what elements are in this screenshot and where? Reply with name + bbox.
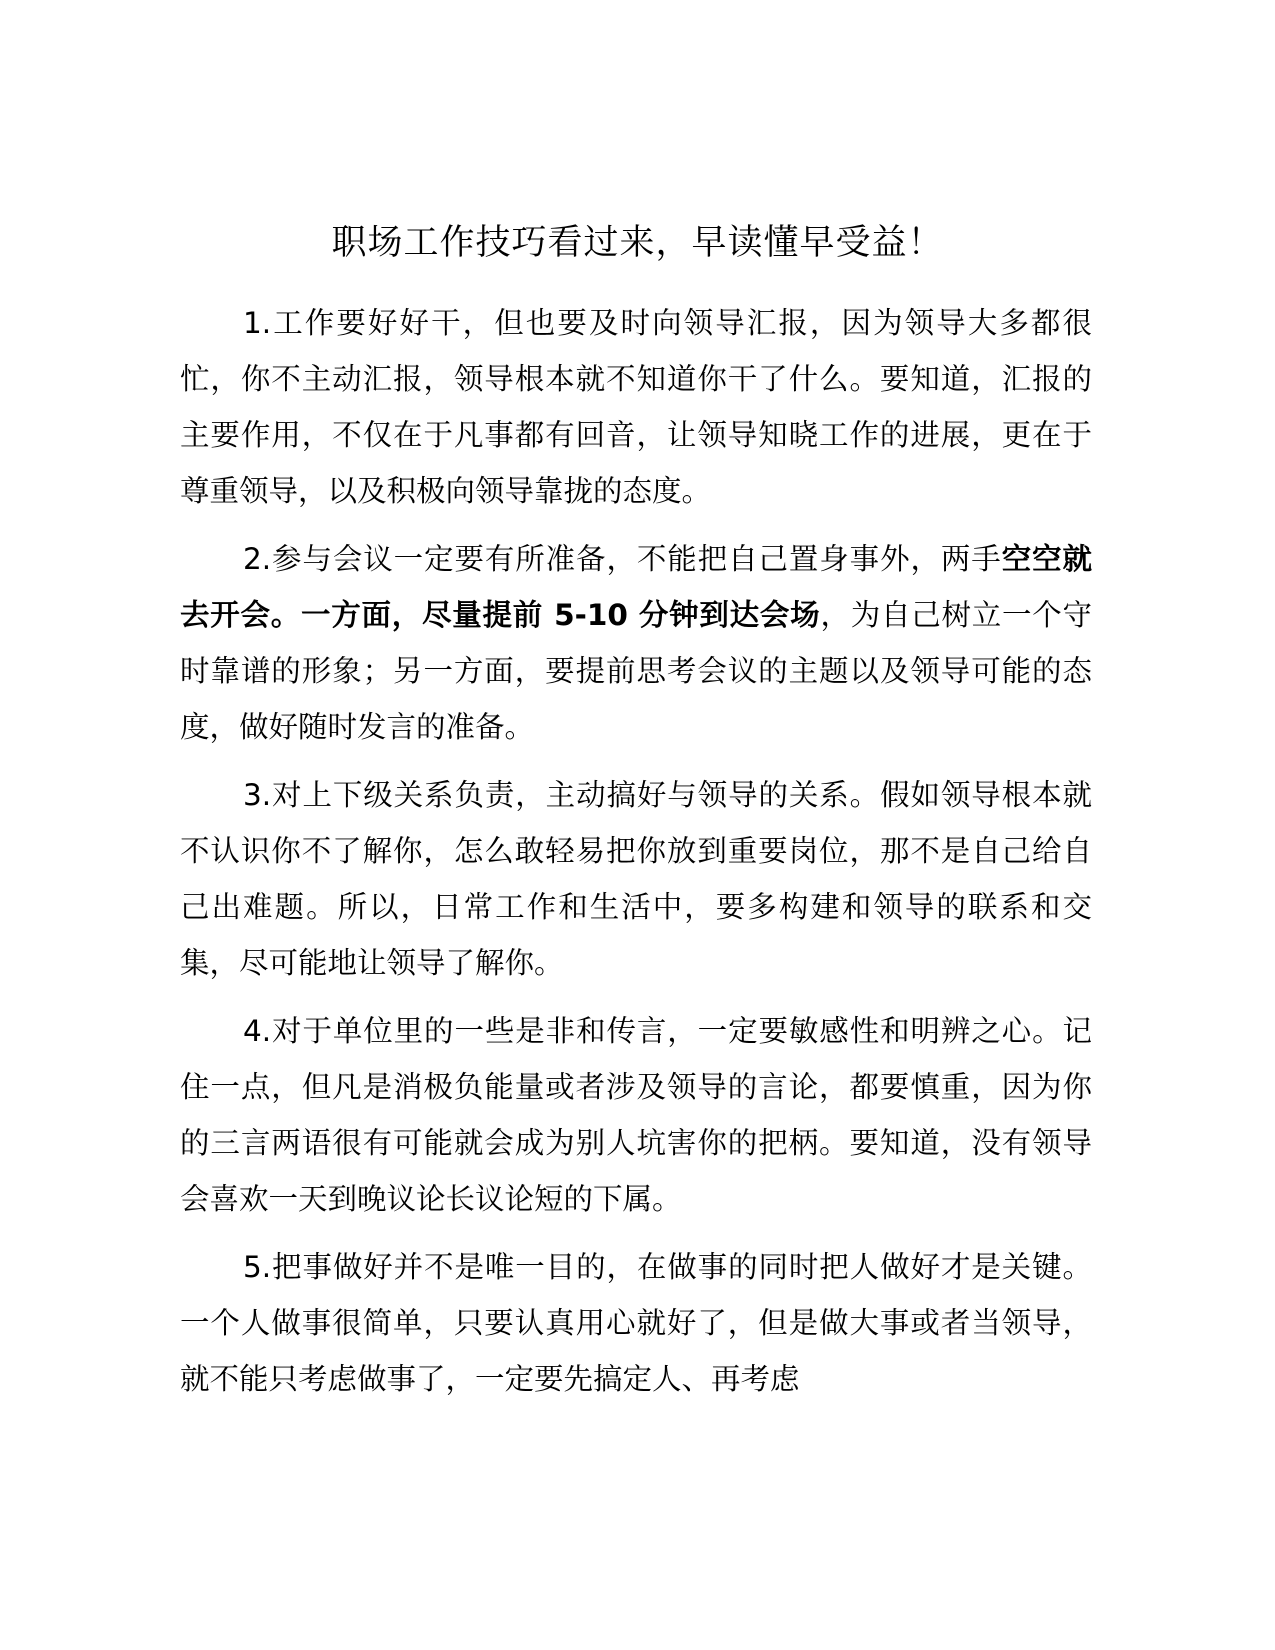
paragraph-4: 4.对于单位里的一些是非和传言，一定要敏感性和明辨之心。记住一点，但凡是消极负能量或者涉及领导的言论，都要慎重，因为你的三言两语很有可能就会成为别人坑害你的把柄。要知道，没有领导会喜欢一天到晚议论长议论短的下属。 (180, 1014, 1092, 1216)
paragraph-2 (180, 531, 1092, 755)
document-title: 职场工作技巧看过来，早读懂早受益！ (331, 223, 944, 263)
paragraph-5: 5.把事做好并不是唯一目的，在做事的同时把人做好才是关键。一个人做事很简单，只要认真用心就好了，但是做大事或者当领导，就不能只考虑做事了，一定要先搞定人、再考虑 (180, 1250, 1092, 1396)
paragraph-2-part-a: 2.参与会议一定要有所准备，不能把自己置身事外，两手 (243, 542, 1002, 576)
paragraph-3: 3.对上下级关系负责，主动搞好与领导的关系。假如领导根本就不认识你不了解你，怎么敢轻易把你放到重要岗位，那不是自己给自己出难题。所以，日常工作和生活中，要多构建和领导的联系和交集，尽可能地让领导了解你。 (180, 778, 1092, 980)
document-body (180, 295, 1092, 1419)
paragraph-2-part-c: ，为自己树立一个守时靠谱的形象；另一方面，要提前思考会议的主题以及领导可能的态度，做好随时发言的准备。 (180, 598, 1092, 744)
paragraph-2-bold-part: 空空就去开会。一方面，尽量提前 5-10 分钟到达会场 (180, 542, 1092, 632)
paragraph-1: 1.工作要好好干，但也要及时向领导汇报，因为领导大多都很忙，你不主动汇报，领导根本就不知道你干了什么。要知道，汇报的主要作用，不仅在于凡事都有回音，让领导知晓工作的进展，更在于尊重领导，以及积极向领导靠拢的态度。 (180, 306, 1092, 508)
